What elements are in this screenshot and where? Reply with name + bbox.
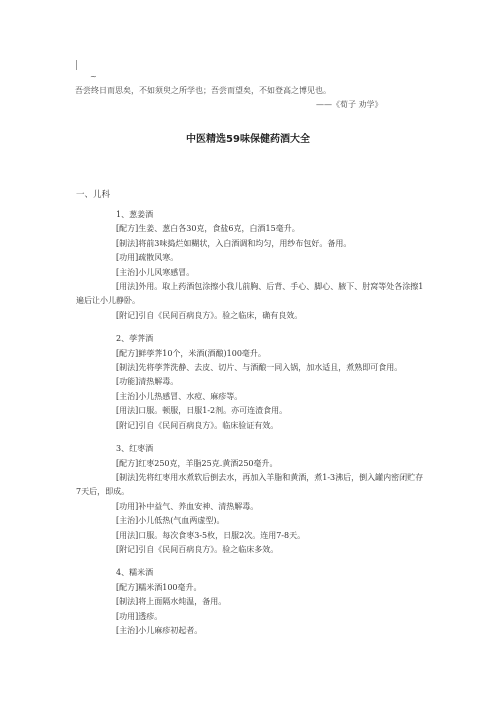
section-heading: 一、儿科 (76, 190, 111, 200)
remedy-formula: [配方]生姜、葱白各30克，食盐6克，白酒15毫升。 (116, 224, 300, 234)
remedy-usage: [用法]口服。每次食枣3-5枚，日服2次。连用7-8天。 (116, 530, 306, 540)
margin-mark (76, 60, 77, 70)
remedy-preparation: [制法]将上面隔水炖温，备用。 (116, 597, 227, 607)
remedy-1 (76, 208, 428, 323)
remedy-indication: [主治]小儿低热(气血两虚型)。 (116, 516, 225, 526)
document-body (76, 208, 428, 647)
remedy-usage: [用法]外用。取上药酒包涂擦小我儿前胸、后背、手心、脚心、腋下、肘窝等处各涂擦1遍后让小儿静卧。 (76, 282, 424, 306)
epigraph-quote: 吾尝终日而思矣，不如须臾之所学也；吾尝而望矣，不如登高之博见也。 (75, 86, 331, 95)
remedy-function: [功用]透疹。 (116, 611, 163, 621)
remedy-formula: [配方]糯米酒100毫升。 (116, 582, 202, 592)
remedy-note: [附记]引自《民间百病良方》。验之临床多效。 (116, 544, 279, 554)
remedy-title: 4、糯米酒 (116, 568, 154, 578)
remedy-note: [附记]引自《民间百病良方》。临床验证有效。 (116, 420, 279, 430)
remedy-indication: [主治]小儿麻疹初起者。 (116, 625, 203, 635)
remedy-preparation: [制法]先将红枣用水煮软后倒去水，再加入羊脂和黄酒，煮1-3沸后，倒入罐内密闭贮存7天后，即成。 (76, 472, 424, 497)
remedy-4 (76, 566, 428, 638)
remedy-function: [功能]清热解毒。 (116, 377, 179, 387)
epigraph-source: ——《荀子 劝学》 (316, 100, 383, 109)
remedy-indication: [主治]小儿风寒感冒。 (116, 267, 195, 277)
remedy-note: [附记]引自《民间百病良方》。验之临床，确有良效。 (116, 310, 303, 320)
remedy-2 (76, 332, 428, 433)
remedy-formula: [配方]鲜荸荠10个，米酒(酒酿)100毫升。 (116, 348, 266, 358)
remedy-3 (76, 442, 428, 557)
remedy-usage: [用法]口服。顿服，日服1-2剂。亦可连渣食用。 (116, 406, 288, 416)
tilde-mark: ~ (90, 72, 97, 81)
remedy-function: [功用]疏散风寒。 (116, 253, 179, 263)
remedy-preparation: [制法]先将荸荠洗静、去皮、切片、与酒酿一同入锅，加水适且，煮熟即可食用。 (116, 363, 403, 373)
remedy-formula: [配方]红枣250克，羊脂25克.黄酒250毫升。 (116, 458, 278, 468)
remedy-function: [功用]补中益气、养血安神、清热解毒。 (116, 501, 259, 511)
remedy-preparation: [制法]将前3味捣烂如糊状，入白酒调和均匀，用纱布包好。备用。 (116, 238, 352, 248)
remedy-title: 3、红枣酒 (116, 444, 154, 454)
remedy-title: 1、葱姜酒 (116, 210, 154, 219)
remedy-indication: [主治]小儿热感冒、水痘、麻疹等。 (116, 391, 243, 401)
document-title: 中医精选59味保健药酒大全 (186, 134, 310, 145)
remedy-title: 2、荸荠酒 (116, 334, 154, 344)
